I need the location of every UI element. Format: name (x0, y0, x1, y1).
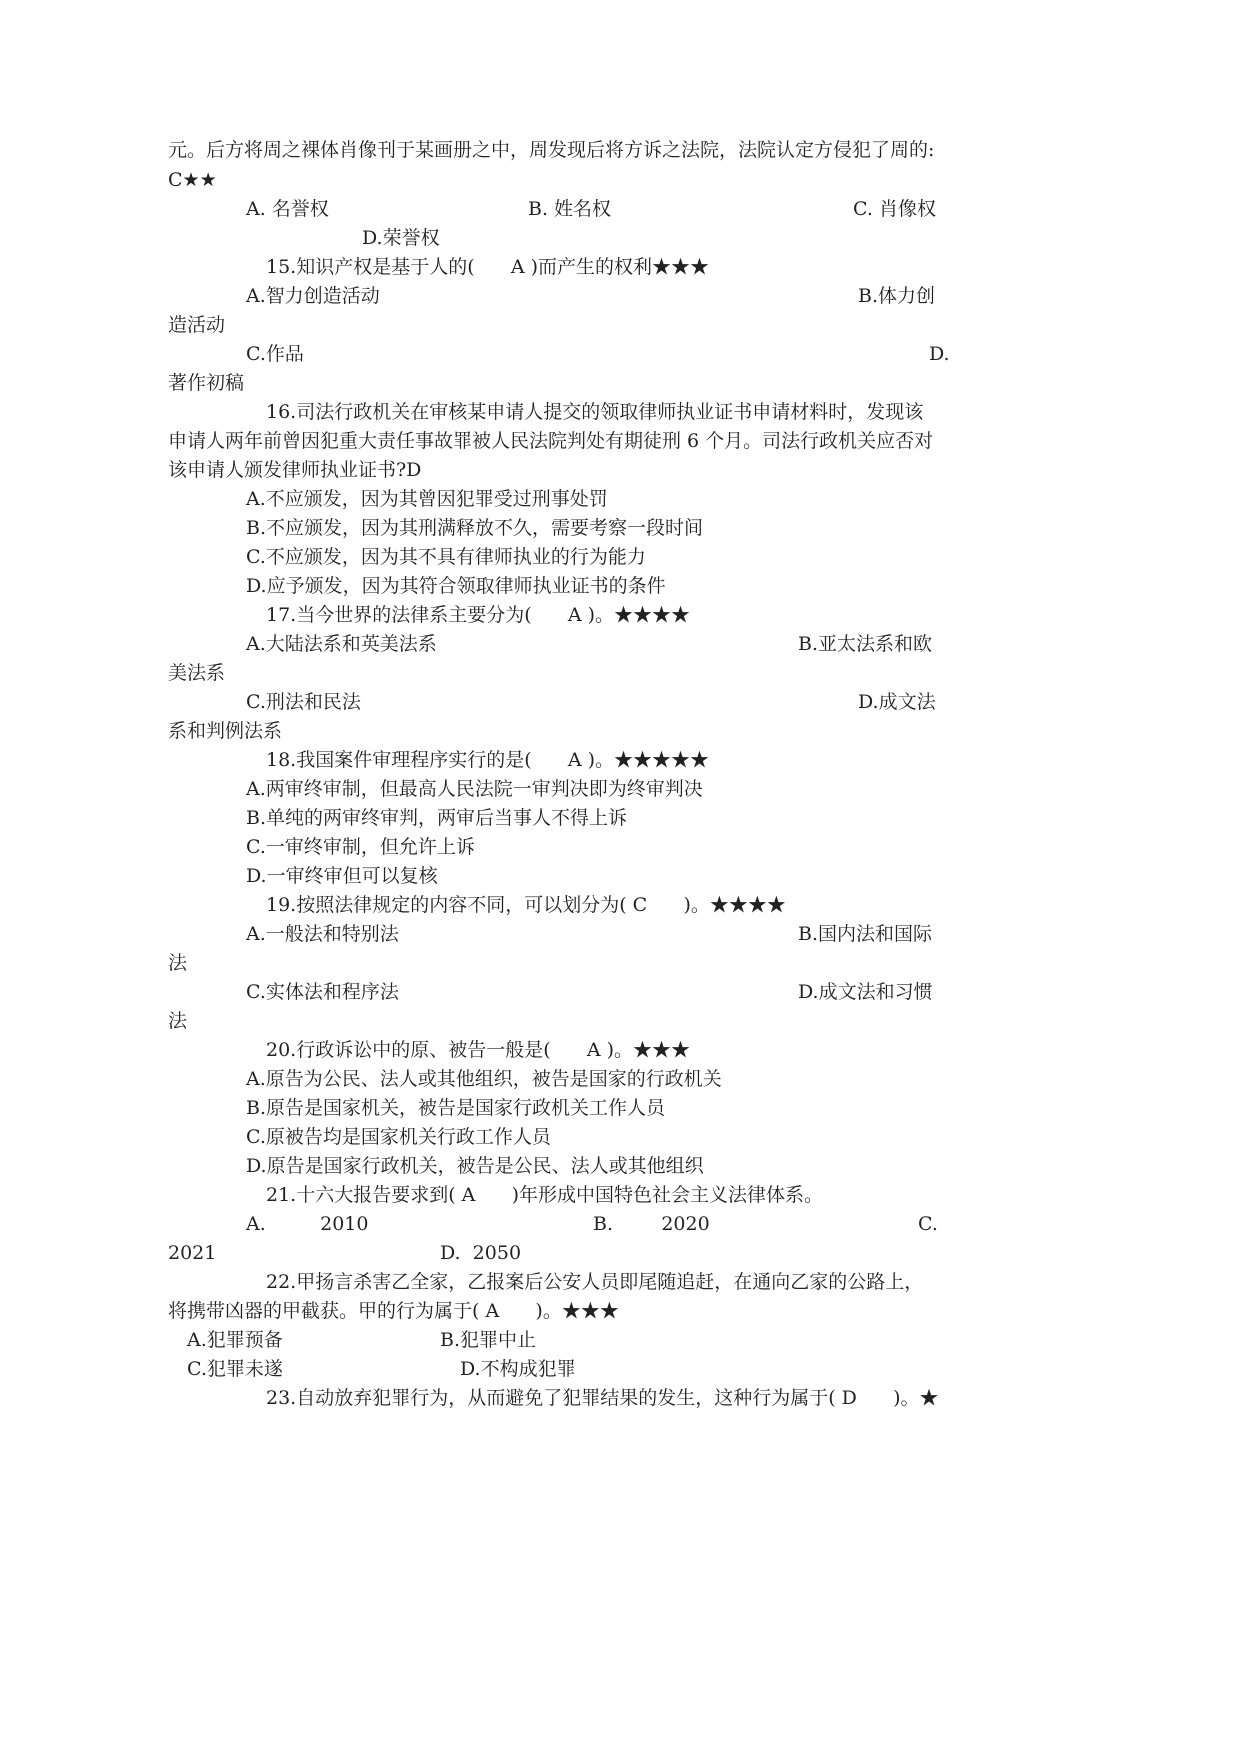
option-d-continued: 系和判例法系 (168, 720, 283, 742)
option-b: B.原告是国家机关，被告是国家行政机关工作人员 (246, 1097, 666, 1119)
option-a: A.犯罪预备 (187, 1329, 283, 1351)
option-a: A.不应颁发，因为其曾因犯罪受过刑事处罚 (246, 488, 608, 510)
option-a: A.一般法和特别法 (246, 923, 399, 945)
option-d: D.应予颁发，因为其符合领取律师执业证书的条件 (246, 575, 666, 597)
answer-line: C★★ (168, 169, 217, 191)
option-d: D. (929, 343, 950, 365)
option-d: D.不构成犯罪 (460, 1358, 576, 1380)
question-16-line-3: 该申请人颁发律师执业证书?D (168, 459, 422, 481)
option-a: A.原告为公民、法人或其他组织，被告是国家的行政机关 (246, 1068, 722, 1090)
option-c: C.实体法和程序法 (246, 981, 399, 1003)
option-b-continued: 造活动 (168, 314, 226, 336)
option-a: A.大陆法系和英美法系 (246, 633, 437, 655)
text-line: 元。后方将周之裸体肖像刊于某画册之中，周发现后将方诉之法院，法院认定方侵犯了周的: (168, 139, 935, 161)
option-b-continued: 法 (168, 952, 188, 974)
option-d: D. 2050 (440, 1242, 522, 1264)
question-16: 16.司法行政机关在审核某申请人提交的领取律师执业证书申请材料时，发现该 (266, 401, 924, 423)
option-d: D.一审终审但可以复核 (246, 865, 438, 887)
option-b: B.单纯的两审终审判，两审后当事人不得上诉 (246, 807, 628, 829)
option-b: B.不应颁发，因为其刑满释放不久，需要考察一段时间 (246, 517, 704, 539)
option-d: D.成文法 (858, 691, 936, 713)
option-b: B.亚太法系和欧 (798, 633, 933, 655)
option-c: C.一审终审制，但允许上诉 (246, 836, 475, 858)
option-d-continued: 著作初稿 (168, 372, 245, 394)
option-b: B. 2020 (593, 1213, 710, 1235)
option-c: C.犯罪未遂 (187, 1358, 283, 1380)
option-a: A.两审终审制，但最高人民法院一审判决即为终审判决 (246, 778, 703, 800)
question-19: 19.按照法律规定的内容不同，可以划分为( C )。★★★★ (266, 894, 786, 916)
option-a: A.智力创造活动 (246, 285, 380, 307)
question-17: 17.当今世界的法律系主要分为( A )。★★★★ (266, 604, 691, 626)
question-18: 18.我国案件审理程序实行的是( A )。★★★★★ (266, 749, 710, 771)
option-b: B.国内法和国际 (798, 923, 933, 945)
question-22-line-2: 将携带凶器的甲截获。甲的行为属于( A )。★★★ (168, 1300, 619, 1322)
question-15: 15.知识产权是基于人的( A )而产生的权利★★★ (266, 256, 710, 278)
question-23: 23.自动放弃犯罪行为，从而避免了犯罪结果的发生，这种行为属于( D )。★ (266, 1387, 939, 1409)
question-16-line-2: 申请人两年前曾因犯重大责任事故罪被人民法院判处有期徒刑 6 个月。司法行政机关应否对 (168, 430, 934, 452)
option-d: D.成文法和习惯 (798, 981, 933, 1003)
question-22: 22.甲扬言杀害乙全家，乙报案后公安人员即尾随追赶，在通向乙家的公路上， (266, 1271, 924, 1293)
option-b-continued: 美法系 (168, 662, 226, 684)
option-d: D.荣誉权 (362, 227, 440, 249)
option-d: D.原告是国家行政机关，被告是公民、法人或其他组织 (246, 1155, 704, 1177)
option-a: A. 2010 (246, 1213, 369, 1235)
question-20: 20.行政诉讼中的原、被告一般是( A )。★★★ (266, 1039, 691, 1061)
option-c: C. 肖像权 (853, 198, 936, 220)
option-b: B.犯罪中止 (440, 1329, 537, 1351)
option-c: C.刑法和民法 (246, 691, 361, 713)
option-b: B.体力创 (858, 285, 936, 307)
option-b: B. 姓名权 (528, 198, 612, 220)
option-d-continued: 法 (168, 1010, 188, 1032)
option-c: C.原被告均是国家机关行政工作人员 (246, 1126, 551, 1148)
option-c: C.不应颁发，因为其不具有律师执业的行为能力 (246, 546, 646, 568)
option-c: C.作品 (246, 343, 304, 365)
question-21: 21.十六大报告要求到( A )年形成中国特色社会主义法律体系。 (266, 1184, 824, 1206)
option-a: A. 名誉权 (246, 198, 329, 220)
option-c-continued: 2021 (168, 1242, 217, 1264)
option-c: C. (918, 1213, 938, 1235)
